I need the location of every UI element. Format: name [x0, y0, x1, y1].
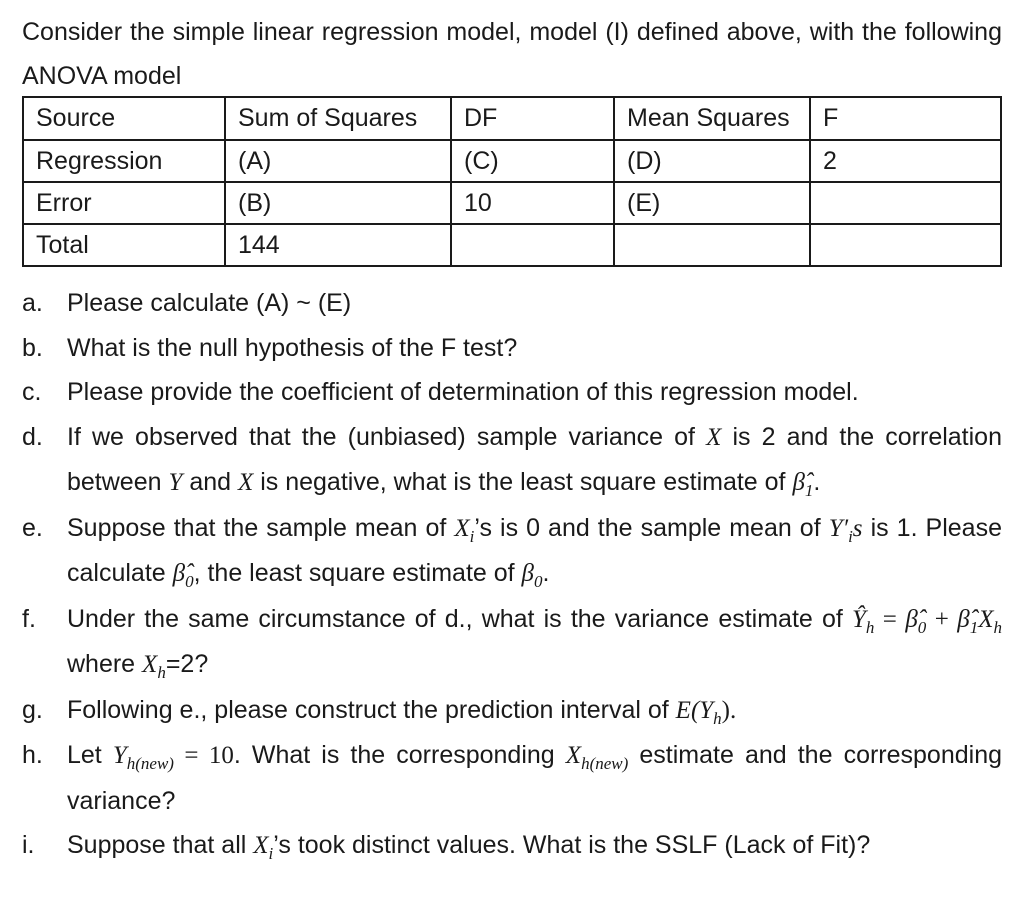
- question-letter: e.: [22, 513, 43, 542]
- math-subscript: 0: [185, 572, 194, 591]
- math-subscript: h: [993, 617, 1002, 637]
- question-letter: b.: [22, 333, 43, 362]
- question-text: is 2 and the correlation between: [67, 422, 1002, 496]
- table-cell: (D): [614, 140, 810, 182]
- question-text: where: [67, 650, 143, 678]
- question-text: =2?: [165, 650, 209, 678]
- math-symbol: Y: [112, 742, 127, 769]
- table-cell: 2: [810, 140, 1001, 182]
- math-symbol: X: [142, 651, 158, 678]
- question-text: Suppose that the sample mean of: [67, 513, 455, 542]
- math-subscript: 0: [917, 617, 927, 637]
- header-cell: Mean Squares: [614, 97, 810, 140]
- question-text: What is the null hypothesis of the F test?: [67, 333, 518, 362]
- math-symbol: X: [706, 423, 722, 451]
- question-text: Under the same circumstance of d., what is the variance estimate of: [67, 604, 852, 633]
- table-cell: (E): [614, 182, 810, 224]
- math-symbol: β̂: [957, 605, 970, 633]
- table-cell: [810, 182, 1001, 224]
- header-cell: DF: [451, 97, 614, 140]
- math-symbol: ).: [721, 696, 737, 724]
- question-text: . What is the corresponding: [233, 741, 566, 769]
- table-cell: (B): [225, 182, 451, 224]
- table-row: [23, 182, 1001, 224]
- math-subscript: 0: [534, 572, 543, 591]
- math-subscript: 1: [969, 617, 979, 637]
- header-cell: Source: [23, 97, 225, 140]
- math-operator: +: [926, 605, 958, 633]
- anova-table: [22, 96, 1002, 267]
- math-symbol: Y′: [828, 514, 849, 542]
- math-symbol: X: [978, 605, 994, 633]
- math-symbol: X: [454, 514, 470, 542]
- math-symbol: X: [237, 469, 254, 496]
- question-letter: h.: [22, 741, 43, 769]
- math-subscript: h: [713, 708, 722, 728]
- question-text: .: [813, 468, 821, 496]
- math-symbol: β̂: [905, 605, 918, 633]
- math-operator: =: [874, 605, 906, 633]
- math-symbol: Ŷ: [851, 605, 866, 633]
- question-letter: d.: [22, 422, 43, 451]
- question-i: [22, 823, 1002, 869]
- math-symbol: (Y: [690, 696, 714, 724]
- question-text: , the least square estimate of: [193, 559, 522, 587]
- math-subscript: i: [848, 526, 853, 546]
- table-cell: [614, 224, 810, 266]
- math-subscript: h(new): [126, 754, 174, 773]
- table-row: [23, 224, 1001, 266]
- table-cell: 144: [225, 224, 451, 266]
- math-symbol: X: [253, 832, 269, 859]
- question-a: [22, 281, 1002, 326]
- table-cell: Total: [23, 224, 225, 266]
- intro-text: Consider the simple linear regression model, model (I) defined above, with the following ANOVA model: [22, 18, 1002, 90]
- question-text: ’s is 0 and the sample mean of: [474, 513, 829, 542]
- header-cell: F: [810, 97, 1001, 140]
- table-row: [23, 140, 1001, 182]
- table-cell: Error: [23, 182, 225, 224]
- math-subscript: 1: [804, 481, 814, 500]
- math-symbol: Y: [168, 469, 183, 496]
- question-b: [22, 326, 1002, 371]
- question-f: [22, 597, 1002, 688]
- question-letter: a.: [22, 289, 43, 317]
- table-cell: 10: [451, 182, 614, 224]
- question-text: is 1. Please calculate: [67, 513, 1002, 587]
- question-text: ’s took distinct values. What is the SSLF (Lack of Fit)?: [273, 831, 871, 859]
- question-text: Suppose that all: [67, 831, 254, 859]
- table-cell: [451, 224, 614, 266]
- table-cell: (A): [225, 140, 451, 182]
- math-symbol: β̂: [792, 469, 805, 496]
- question-text: and: [182, 468, 238, 496]
- table-cell: [810, 224, 1001, 266]
- table-cell: Regression: [23, 140, 225, 182]
- question-letter: f.: [22, 604, 36, 633]
- question-text: .: [542, 559, 550, 587]
- math-subscript: i: [469, 526, 475, 546]
- header-cell: Sum of Squares: [225, 97, 451, 140]
- math-operator: = 10: [173, 742, 234, 769]
- math-symbol: s: [852, 514, 863, 542]
- question-d: [22, 415, 1002, 506]
- question-h: [22, 733, 1002, 823]
- math-subscript: h: [865, 617, 875, 637]
- question-letter: g.: [22, 695, 43, 724]
- math-symbol: β: [521, 560, 534, 587]
- question-c: [22, 370, 1002, 415]
- question-text: Following e., please construct the prediction interval of: [67, 695, 676, 724]
- math-symbol: X: [565, 742, 582, 769]
- math-symbol: β̂: [172, 560, 186, 587]
- question-letter: c.: [22, 378, 42, 406]
- question-text: is negative, what is the least square estimate of: [253, 468, 793, 496]
- question-text: Let: [67, 741, 113, 769]
- math-subscript: h(new): [581, 754, 629, 773]
- math-symbol: E: [675, 696, 691, 724]
- table-header-row: [23, 97, 1001, 140]
- table-cell: (C): [451, 140, 614, 182]
- question-text: estimate and the corresponding variance?: [67, 741, 1002, 815]
- question-g: [22, 688, 1002, 734]
- question-letter: i.: [22, 831, 35, 859]
- question-text: Please provide the coefficient of determination of this regression model.: [67, 378, 859, 406]
- question-text: If we observed that the (unbiased) sample variance of: [67, 422, 707, 451]
- question-e: [22, 506, 1002, 597]
- math-subscript: i: [268, 844, 274, 863]
- question-list: [22, 281, 1002, 869]
- math-subscript: h: [157, 663, 166, 682]
- question-text: Please calculate (A) ~ (E): [67, 289, 352, 317]
